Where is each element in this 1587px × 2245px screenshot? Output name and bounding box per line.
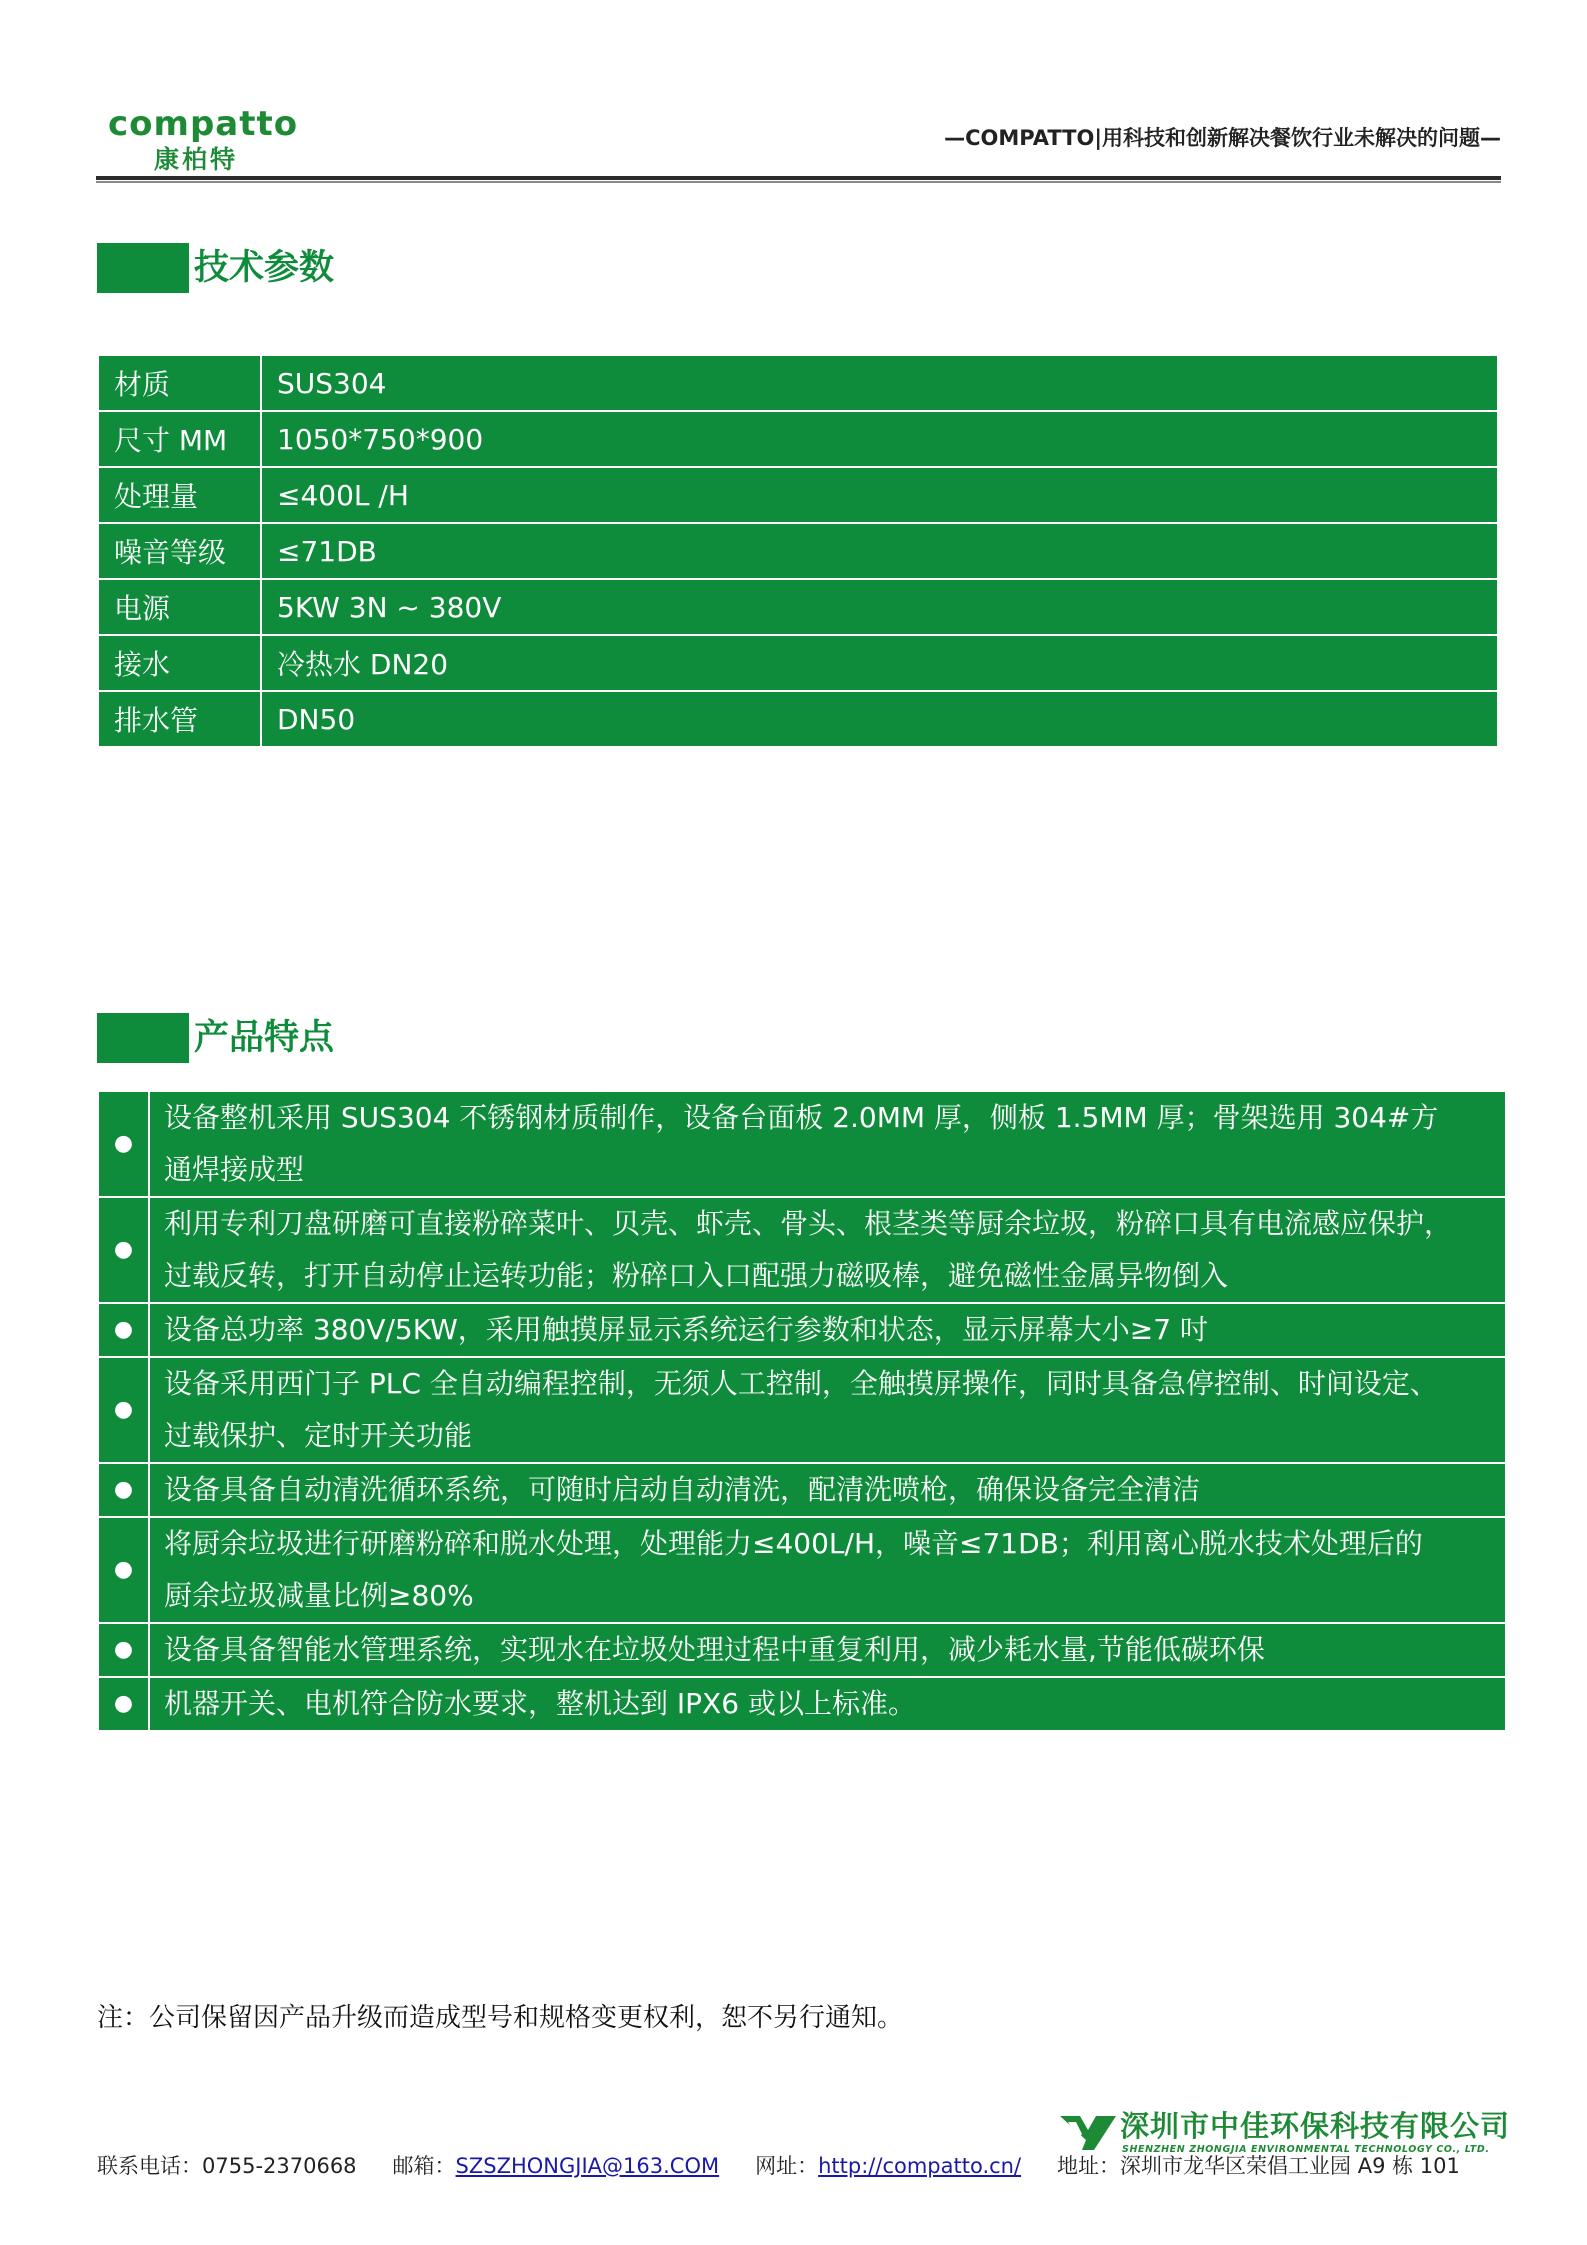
- spec-row: [98, 355, 1498, 411]
- section-marker: [97, 243, 189, 293]
- feature-text-line: 利用专利刀盘研磨可直接粉碎菜叶、贝壳、虾壳、骨头、根茎类等厨余垃圾，粉碎口具有电流感应保护，: [164, 1207, 1453, 1240]
- bullet-icon: ●: [98, 1303, 149, 1357]
- feature-row: [98, 1623, 1506, 1677]
- feature-text-line: 将厨余垃圾进行研磨粉碎和脱水处理，处理能力≤400L/H，噪音≤71DB；利用离心脱水技术处理后的: [164, 1527, 1423, 1560]
- spec-value: SUS304: [261, 355, 1498, 411]
- bullet-icon: ●: [98, 1091, 149, 1197]
- section-marker: [97, 1013, 189, 1063]
- contact-line: [97, 2150, 1460, 2180]
- feature-row: [98, 1677, 1506, 1731]
- spec-table: [97, 354, 1499, 748]
- email-label: 邮箱：: [392, 2154, 456, 2178]
- feature-row: [98, 1197, 1506, 1303]
- feature-row: [98, 1463, 1506, 1517]
- zhongjia-logo-icon: [1058, 2112, 1118, 2152]
- address-label: 地址：: [1057, 2154, 1121, 2178]
- spec-label: 噪音等级: [98, 523, 261, 579]
- feature-text-line: 设备总功率 380V/5KW，采用触摸屏显示系统运行参数和状态，显示屏幕大小≥7 吋: [164, 1313, 1208, 1346]
- disclaimer-note: 注：公司保留因产品升级而造成型号和规格变更权利，恕不另行通知。: [97, 2003, 904, 2033]
- feature-text: [149, 1517, 1506, 1623]
- website-label: 网址：: [755, 2154, 819, 2178]
- bullet-icon: ●: [98, 1677, 149, 1731]
- feature-text: [149, 1357, 1506, 1463]
- spec-label: 电源: [98, 579, 261, 635]
- company-name-zh: 深圳市中佳环保科技有限公司: [1120, 2109, 1511, 2143]
- feature-text-line: 设备具备智能水管理系统，实现水在垃圾处理过程中重复利用，减少耗水量,节能低碳环保: [164, 1633, 1265, 1666]
- feature-text: [149, 1091, 1506, 1197]
- spec-label: 尺寸 MM: [98, 411, 261, 467]
- logo-text-en: compatto: [108, 104, 299, 144]
- spec-row: [98, 467, 1498, 523]
- spec-row: [98, 411, 1498, 467]
- feature-text-line: 设备具备自动清洗循环系统，可随时启动自动清洗，配清洗喷枪，确保设备完全清洁: [164, 1473, 1201, 1506]
- spec-row: [98, 635, 1498, 691]
- logo-text-zh: 康柏特: [154, 145, 239, 174]
- feature-text: [149, 1623, 1506, 1677]
- feature-table: [97, 1090, 1507, 1732]
- feature-text: [149, 1677, 1506, 1731]
- spec-value: ≤400L /H: [261, 467, 1498, 523]
- header-divider-thin: [96, 181, 1501, 183]
- feature-text-line: 过载保护、定时开关功能: [164, 1419, 473, 1452]
- phone-number: 0755-2370668: [202, 2154, 357, 2178]
- phone-label: 联系电话：: [97, 2154, 202, 2178]
- compatto-logo: [108, 104, 298, 182]
- spec-value: 1050*750*900: [261, 411, 1498, 467]
- feature-section-title: 产品特点: [194, 1018, 335, 1058]
- spec-row: [98, 691, 1498, 747]
- bullet-icon: ●: [98, 1197, 149, 1303]
- feature-text: [149, 1197, 1506, 1303]
- address-text: 深圳市龙华区荣倡工业园 A9 栋 101: [1120, 2154, 1460, 2178]
- feature-text: [149, 1463, 1506, 1517]
- bullet-icon: ●: [98, 1357, 149, 1463]
- bullet-icon: ●: [98, 1463, 149, 1517]
- feature-text-line: 设备采用西门子 PLC 全自动编程控制，无须人工控制，全触摸屏操作，同时具备急停控制、时间设定、: [164, 1367, 1438, 1400]
- feature-text-line: 厨余垃圾减量比例≥80%: [164, 1579, 474, 1612]
- spec-label: 排水管: [98, 691, 261, 747]
- feature-text-line: 机器开关、电机符合防水要求，整机达到 IPX6 或以上标准。: [164, 1687, 916, 1720]
- feature-row: [98, 1517, 1506, 1623]
- spec-label: 接水: [98, 635, 261, 691]
- spec-row: [98, 523, 1498, 579]
- bullet-icon: ●: [98, 1517, 149, 1623]
- feature-text: [149, 1303, 1506, 1357]
- header-tagline: —COMPATTO|用科技和创新解决餐饮行业未解决的问题—: [944, 126, 1501, 150]
- feature-text-line: 通焊接成型: [164, 1153, 305, 1186]
- spec-value: 冷热水 DN20: [261, 635, 1498, 691]
- spec-section-title: 技术参数: [194, 248, 335, 288]
- header-divider: [96, 176, 1501, 180]
- spec-value: ≤71DB: [261, 523, 1498, 579]
- website-link[interactable]: http://compatto.cn/: [818, 2154, 1022, 2178]
- spec-label: 材质: [98, 355, 261, 411]
- spec-row: [98, 579, 1498, 635]
- spec-value: 5KW 3N ~ 380V: [261, 579, 1498, 635]
- feature-row: [98, 1357, 1506, 1463]
- feature-text-line: 设备整机采用 SUS304 不锈钢材质制作，设备台面板 2.0MM 厚，侧板 1.5MM 厚；骨架选用 304#方: [164, 1101, 1439, 1134]
- spec-label: 处理量: [98, 467, 261, 523]
- spec-value: DN50: [261, 691, 1498, 747]
- email-link[interactable]: SZSZHONGJIA@163.COM: [455, 2154, 720, 2178]
- company-name-en: SHENZHEN ZHONGJIA ENVIRONMENTAL TECHNOLOGY CO., LTD.: [1122, 2144, 1490, 2155]
- bullet-icon: ●: [98, 1623, 149, 1677]
- feature-row: [98, 1303, 1506, 1357]
- feature-row: [98, 1091, 1506, 1197]
- feature-text-line: 过载反转，打开自动停止运转功能；粉碎口入口配强力磁吸棒，避免磁性金属异物倒入: [164, 1259, 1229, 1292]
